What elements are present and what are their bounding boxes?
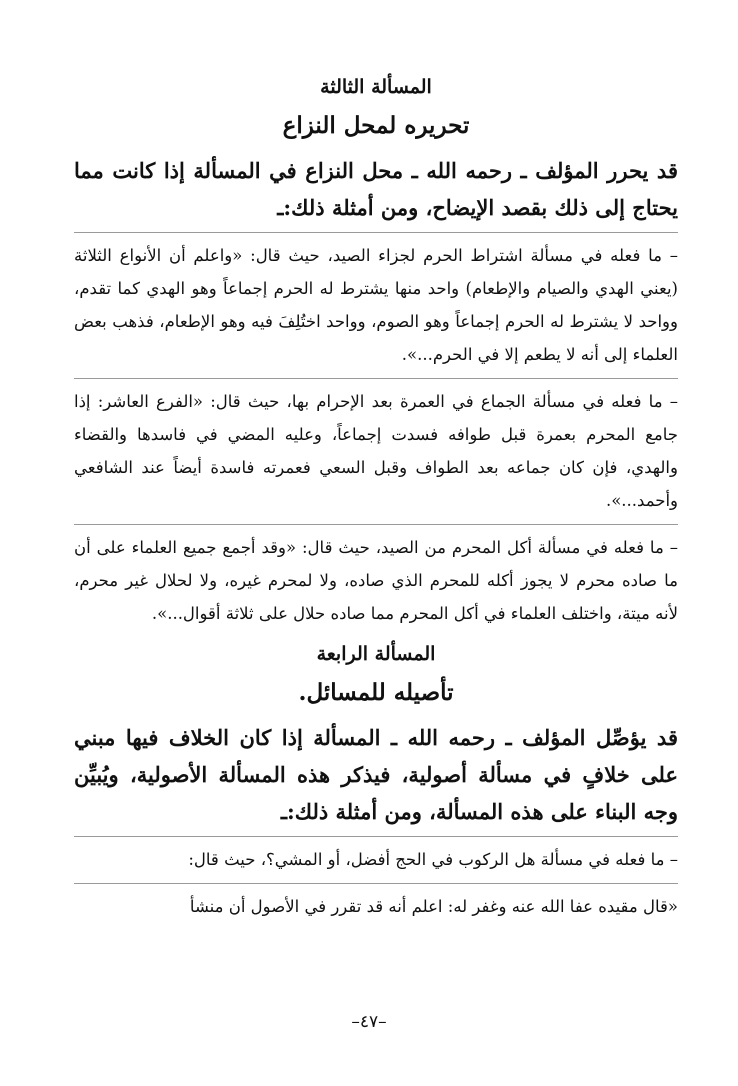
section4-lead: قد يؤصِّل المؤلف ـ رحمه الله ـ المسألة إذا كان الخلاف فيها مبني على خلافٍ في مسألة أصولية، فيذكر هذه المسألة الأصولية، ويُبيِّن وجه البناء على هذه المسألة، ومن أمثلة ذلك:ـ bbox=[74, 725, 678, 824]
divider bbox=[74, 378, 678, 379]
divider bbox=[74, 232, 678, 233]
page-content bbox=[74, 70, 678, 930]
section3-example-2: – ما فعله في مسألة الجماع في العمرة بعد الإحرام بها، حيث قال: «الفرع العاشر: إذا جامع المحرم بعمرة قبل طوافه فسدت إجماعاً، وعليه المضي في فاسدها والقضاء والهدي، فإن كان جماعه بعد الطواف وقبل السعي فعمرته فاسدة أيضاً عند الشافعي وأحمد...». bbox=[74, 392, 678, 510]
section3-example-1: – ما فعله في مسألة اشتراط الحرم لجزاء الصيد، حيث قال: «واعلم أن الأنواع الثلاثة (يعني الهدي والصيام والإطعام) واحد منها يشترط له الحرم إجماعاً وهو الهدي كما تقدم، وواحد لا يشترط له الحرم إجماعاً وهو الصوم، وواحد اختُلِفَ فيه وهو الإطعام، فذهب بعض العلماء إلى أنه لا يطعم إلا في الحرم...». bbox=[74, 246, 678, 364]
section4-example-intro: – ما فعله في مسألة هل الركوب في الحج أفضل، أو المشي؟، حيث قال: bbox=[188, 850, 678, 869]
section3-example-3: – ما فعله في مسألة أكل المحرم من الصيد، حيث قال: «وقد أجمع جميع العلماء على أن ما صاده محرم لا يجوز أكله للمحرم الذي صاده، ولا لمحرم غيره، ولا لحلال غير محرم، لأنه ميتة، واختلف العلماء في أكل المحرم مما صاده حلال على ثلاثة أقوال...». bbox=[74, 538, 678, 623]
divider bbox=[74, 836, 678, 837]
divider bbox=[74, 524, 678, 525]
section4-quote-start: «قال مقيده عفا الله عنه وغفر له: اعلم أنه قد تقرر في الأصول أن منشأ bbox=[189, 897, 678, 916]
page-number: –٤٧– bbox=[351, 1012, 387, 1032]
section4-title: المسألة الرابعة bbox=[316, 643, 436, 665]
section3-title: المسألة الثالثة bbox=[320, 76, 432, 98]
section4-subtitle: تأصيله للمسائل. bbox=[298, 679, 454, 706]
divider bbox=[74, 883, 678, 884]
section3-lead: قد يحرر المؤلف ـ رحمه الله ـ محل النزاع في المسألة إذا كانت مما يحتاج إلى ذلك بقصد الإيضاح، ومن أمثلة ذلك:ـ bbox=[74, 158, 678, 220]
section3-subtitle: تحريره لمحل النزاع bbox=[282, 112, 470, 139]
